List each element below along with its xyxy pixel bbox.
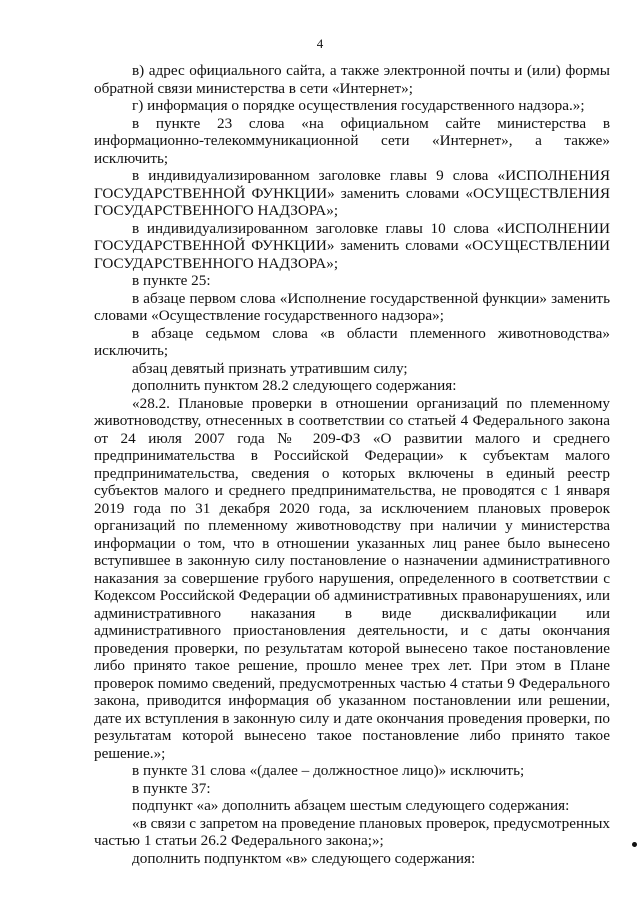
page-number: 4 bbox=[316, 36, 324, 51]
paragraph: в индивидуализированном заголовке главы 10 слова «ИСПОЛНЕНИИ ГОСУДАРСТВЕННОЙ ФУНКЦИИ» заменить словами «ОСУЩЕСТВЛЕНИИ ГОСУДАРСТВЕННОГО НАДЗОРА»; bbox=[94, 219, 610, 272]
paragraph: в пункте 37: bbox=[132, 779, 211, 797]
paragraph: в абзаце седьмом слова «в области племенного животноводства» исключить; bbox=[94, 324, 610, 359]
paragraph: в индивидуализированном заголовке главы 9 слова «ИСПОЛНЕНИЯ ГОСУДАРСТВЕННОЙ ФУНКЦИИ» заменить словами «ОСУЩЕСТВЛЕНИЯ ГОСУДАРСТВЕННОГО НАДЗОРА»; bbox=[94, 167, 610, 219]
paragraph: дополнить пунктом 28.2 следующего содержания: bbox=[132, 377, 457, 394]
paragraph: подпункт «а» дополнить абзацем шестым следующего содержания: bbox=[132, 797, 570, 814]
paragraph: в пункте 25: bbox=[132, 272, 211, 289]
scan-mark bbox=[632, 842, 637, 847]
paragraph: «в связи с запретом на проведение плановых проверок, предусмотренных частью 1 статьи 26.2 Федерального закона;»; bbox=[94, 814, 610, 849]
paragraph: в пункте 31 слова «(далее – должностное лицо)» исключить; bbox=[132, 762, 525, 779]
paragraph: в пункте 23 слова «на официальном сайте министерства в информационно-телекоммуникационной сети «Интернет», а также» исключить; bbox=[94, 114, 610, 167]
paragraph: дополнить подпунктом «в» следующего содержания: bbox=[132, 849, 476, 867]
paragraph: «28.2. Плановые проверки в отношении организаций по племенному животноводству, отнесенных в соответствии со статьей 4 Федерального закона от 24 июля 2007 года № 209-ФЗ «О развитии малого и среднего предпринимательства в Российской Федерации» к субъектам малого предпринимательства, сведения о которых включены в единый реестр субъектов малого и среднего предпринимательства, не проводятся с 1 января 2019 года по 31 декабря 2020 года, за исключением плановых проверок организаций по племенному животноводству при наличии у министерства информации о том, что в отношении указанных лиц ранее было вынесено вступившее в законную силу постановление о назначении административного наказания за совершение грубого нарушения, определенного в соответствии с Кодексом Российской Федерации об административных правонарушениях, или административного наказания в виде дисквалификации или административного приостановления деятельности, и с даты окончания проведения проверки, по результатам которой вынесено такое постановление либо принято такое решение, прошло менее трех лет. При этом в Плане проверок помимо сведений, предусмотренных частью 4 статьи 9 Федерального закона, приводится информация об указанном постановлении или решении, дате их вступления в законную силу и дате окончания проведения проверки, по результатам которой вынесено такое постановление либо принято такое решение.»; bbox=[94, 394, 610, 762]
paragraph: в) адрес официального сайта, а также электронной почты и (или) формы обратной связи министерства в сети «Интернет»; bbox=[94, 62, 610, 97]
document-body bbox=[94, 62, 610, 867]
paragraph: в абзаце первом слова «Исполнение государственной функции» заменить словами «Осуществление государственного надзора»; bbox=[94, 289, 610, 324]
paragraph: г) информация о порядке осуществления государственного надзора.»; bbox=[132, 97, 585, 114]
paragraph: абзац девятый признать утратившим силу; bbox=[132, 359, 408, 377]
